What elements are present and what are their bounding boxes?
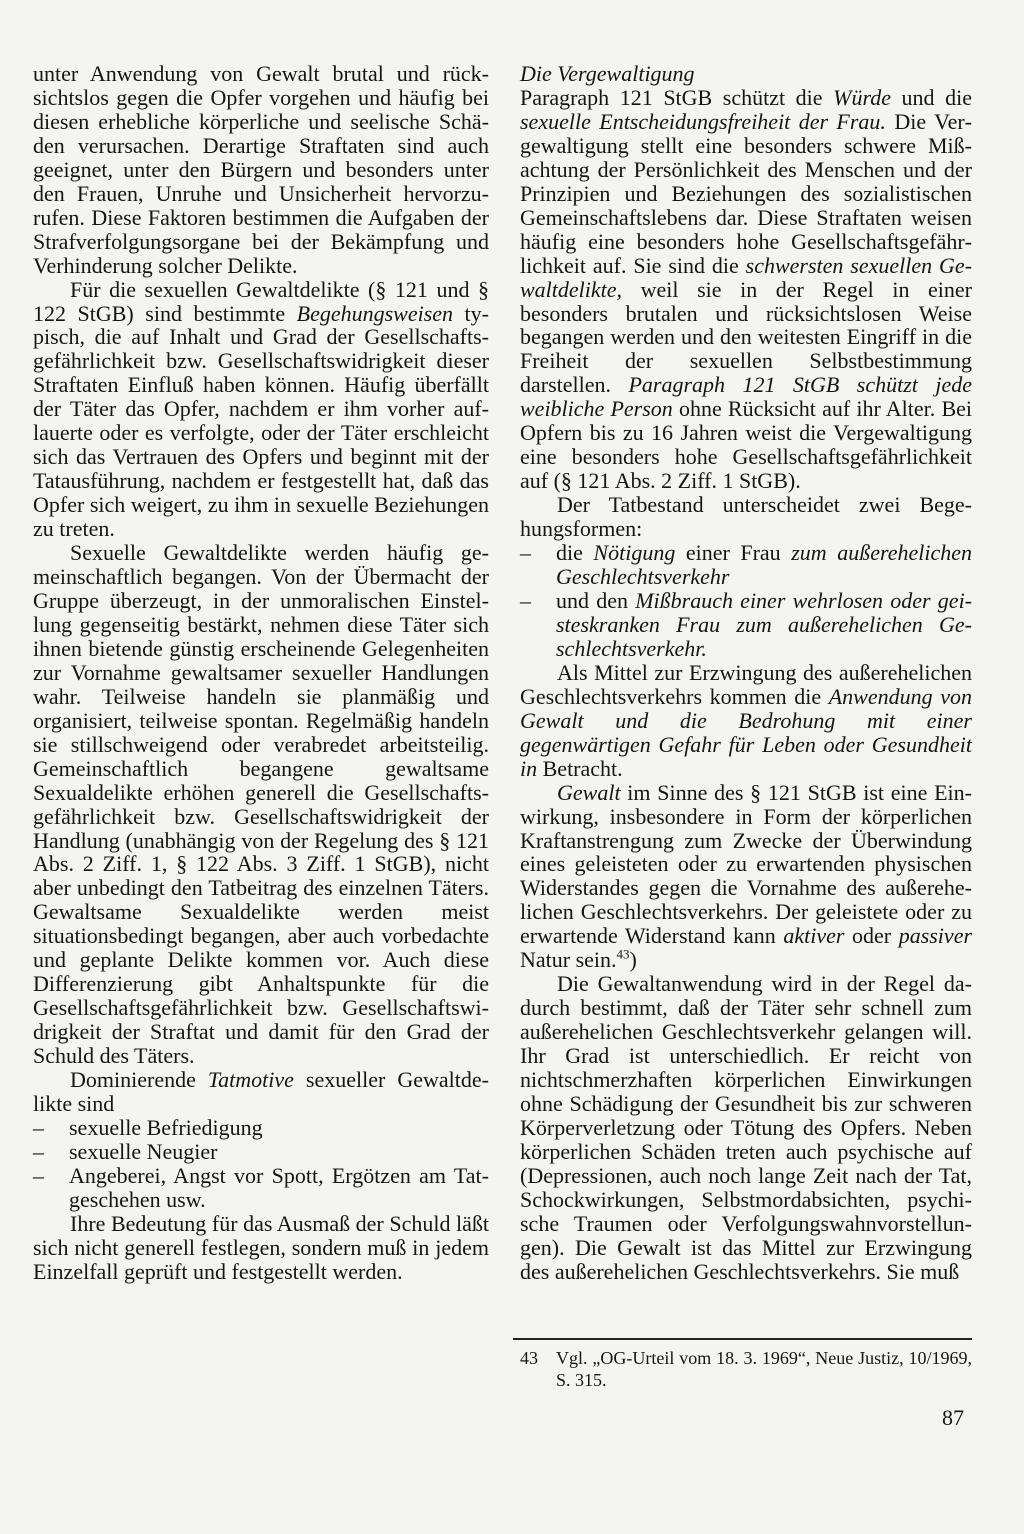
emphasis: schwersten sexuellen Gewaltdelikte, bbox=[520, 252, 973, 302]
footnote-text: Vgl. „OG-Urteil vom 18. 3. 1969“, Neue Justiz, 10/1969, S. 315. bbox=[556, 1348, 972, 1390]
footnote-number: 43 bbox=[520, 1348, 538, 1368]
section-heading: Die Vergewaltigung bbox=[520, 61, 695, 86]
paragraph: Die Gewaltanwendung wird in der Regel dadurch bestimmt, daß der Täter sehr schnell zum außerehelichen Geschlechtsverkehr gelangen will. Ihr Grad ist unterschiedlich. Er reicht von nichtschmerzhaften körperlichen Einwirkungen ohne Schädigung der Gesundheit bis zur schweren Körperverletzung oder Tötung des Opfers. Neben körperlichen Schäden treten auch psychische auf (Depressionen, auch noch lange Zeit nach der Tat, Schockwirkungen, Selbstmordabsichten, psychische Traumen oder Verfolgungswahnvorstellungen). Die Gewalt ist das Mittel zur Erzwingung des außerehelichen Geschlechtsverkehrs. Sie muß bbox=[520, 971, 972, 1284]
emphasis: Nötigung bbox=[593, 540, 676, 566]
motive-list bbox=[33, 1116, 489, 1212]
paragraph: unter Anwendung von Gewalt brutal und rücksichtslos gegen die Opfer vorgehen und häufig bei diesen erhebliche körperliche und seelische Schäden verursachen. Derartige Straftaten sind auch geeignet, unter den Bürgern und besonders unter den Frauen, Unruhe und Unsicherheit hervorzurufen. Diese Faktoren bestimmen die Aufgaben der Strafverfolgungsorgane bei der Bekämpfung und Verhinderung solcher Delikte. bbox=[33, 61, 489, 278]
emphasis: Paragraph 121 StGB schützt jede weibliche Person bbox=[520, 372, 972, 422]
paragraph: Gewalt im Sinne des § 121 StGB ist eine Einwirkung, insbesondere in Form der körperlichen Kraftanstrengung zum Zwecke der Überwindung eines geleisteten oder zu erwartenden physischen Widerstandes gegen die Vornahme des außerehelichen Geschlechtsverkehrs. Der geleistete oder zu erwartende Widerstand kann aktiver oder passiver Natur sein.$^{43}$) bbox=[520, 779, 973, 973]
footnote bbox=[520, 1347, 972, 1391]
emphasis: passiver bbox=[898, 923, 973, 949]
paragraph: Als Mittel zur Erzwingung des außerehelichen Geschlechtsverkehrs kommen die Anwendung von Gewalt und die Bedrohung mit einer gegenwärtigen Gefahr für Leben oder Gesundheit in Betracht. bbox=[520, 659, 972, 781]
emphasis: Würde bbox=[833, 84, 891, 110]
emphasis: Begehungsweisen bbox=[296, 300, 454, 326]
emphasis: aktiver bbox=[783, 923, 845, 949]
list-item: – und den Mißbrauch einer wehrlosen oder geisteskranken Frau zum außerehelichen Geschlechtsverkehr. bbox=[520, 589, 972, 661]
emphasis: Gewalt bbox=[557, 779, 621, 805]
emphasis: sexuelle Entscheidungsfreiheit der Frau. bbox=[520, 108, 886, 134]
paragraph: Dominierende Tatmotive sexueller Gewaltdelikte sind bbox=[33, 1067, 489, 1116]
list-item: – sexuelle Neugier bbox=[33, 1140, 489, 1164]
paragraph: Ihre Bedeutung für das Ausmaß der Schuld läßt sich nicht generell festlegen, sondern muß in jedem Einzelfall geprüft und festgestellt werden. bbox=[33, 1210, 489, 1284]
emphasis: zum außerehelichen Geschlechtsverkehr bbox=[556, 540, 972, 590]
list-item: – sexuelle Befriedigung bbox=[33, 1116, 489, 1140]
paragraph: Sexuelle Gewaltdelikte werden häufig gemeinschaftlich begangen. Von der Übermacht der Gruppe überzeugt, in der unmoralischen Einstellung gegenseitig bestärkt, nehmen diese Täter sich ihnen bietende günstig erscheinende Gelegenheiten zur Vornahme gewaltsamer sexueller Handlungen wahr. Teilweise handeln sie planmäßig und organisiert, teilweise spontan. Regelmäßig handeln sie stillschweigend oder verabredet arbeitsteilig. Gemeinschaftlich begangene gewaltsame Sexualdelikte erhöhen generell die Gesellschaftsgefährlichkeit bzw. Gesellschaftswidrigkeit der Handlung (unabhängig von der Regelung des § 121 Abs. 2 Ziff. 1, § 122 Abs. 3 Ziff. 1 StGB), nicht aber unbedingt den Tatbeitrag des einzelnen Täters. Gewaltsame Sexualdelikte werden meist situationsbedingt begangen, aber auch vorbedachte und geplante Delikte kommen vor. Auch diese Differenzierung gibt Anhaltspunkte für die Gesellschaftsgefährlichkeit bzw. Gesellschaftswidrigkeit der Straftat und damit für den Grad der Schuld des Täters. bbox=[33, 540, 489, 1069]
emphasis: Tatmotive bbox=[207, 1067, 294, 1093]
right-column bbox=[520, 62, 972, 1284]
paragraph: Für die sexuellen Gewaltdelikte (§ 121 und § 122 StGB) sind bestimmte Begehungsweisen typisch, die auf Inhalt und Grad der Gesellschaftsgefährlichkeit bzw. Gesellschaftswidrigkeit dieser Straftaten Einfluß haben können. Häufig überfällt der Täter das Opfer, nachdem er ihm vorher auflauerte oder es verfolgte, oder der Täter erschleicht sich das Vertrauen des Opfers und beginnt mit der Tatausführung, nachdem er festgestellt hat, daß das Opfer sich weigert, zu ihm in sexuelle Beziehungen zu treten. bbox=[33, 276, 489, 542]
list-item: – Angeberei, Angst vor Spott, Ergötzen am Tatgeschehen usw. bbox=[33, 1164, 489, 1212]
footnote-divider bbox=[513, 1338, 972, 1340]
list-item: – die Nötigung einer Frau zum außerehelichen Geschlechtsverkehr bbox=[520, 541, 972, 589]
left-column bbox=[33, 62, 489, 1284]
paragraph: Paragraph 121 StGB schützt die Würde und die sexuelle Entscheidungsfreiheit der Frau. Die Vergewaltigung stellt eine besonders schwere Mißachtung der Persönlichkeit des Menschen und der Prinzipien und Beziehungen des sozialistischen Gemeinschaftslebens dar. Diese Straftaten weisen häufig eine besonders hohe Gesellschaftsgefährlichkeit auf. Sie sind die schwersten sexuellen Gewaltdelikte, weil sie in der Regel in einer besonders brutalen und rücksichtslosen Weise begangen werden und den weitesten Eingriff in die Freiheit der sexuellen Selbstbestimmung darstellen. Paragraph 121 StGB schützt jede weibliche Person ohne Rücksicht auf ihr Alter. Bei Opfern bis zu 16 Jahren weist die Vergewaltigung eine besonders hohe Gesellschaftsgefährlichkeit auf (§ 121 Abs. 2 Ziff. 1 StGB). bbox=[520, 84, 973, 494]
paragraph: Der Tatbestand unterscheidet zwei Begehungsformen: bbox=[520, 492, 972, 542]
footnote-reference[interactable]: 43 bbox=[616, 946, 630, 962]
emphasis: Mißbrauch einer wehrlosen oder geisteskranken Frau zum außerehelichen Geschlechtsverkehr. bbox=[556, 587, 973, 661]
forms-list bbox=[520, 541, 972, 661]
page-number: 87 bbox=[942, 1405, 964, 1430]
emphasis: Anwendung von Gewalt und die Bedrohung mit einer gegenwärtigen Gefahr für Leben oder Gesundheit in bbox=[520, 683, 972, 781]
